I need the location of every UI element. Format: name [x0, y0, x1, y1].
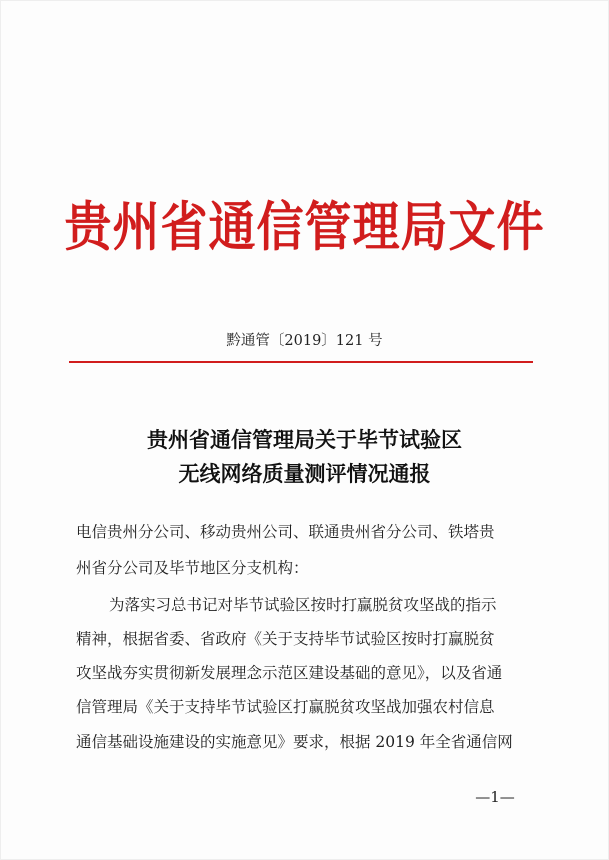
body-line-5: 攻坚战夯实贯彻新发展理念示范区建设基础的意见》，以及省通	[76, 664, 503, 682]
body-line-2: 州省分公司及毕节地区分支机构：	[76, 559, 309, 577]
body-line-7: 通信基础设施建设的实施意见》要求，根据 2019 年全省通信网	[76, 733, 513, 751]
body-line-3: 为落实习总书记对毕节试验区按时打赢脱贫攻坚战的指示	[109, 596, 497, 614]
red-separator-rule	[69, 361, 533, 363]
document-number: 黔通管〔2019〕121 号	[226, 333, 383, 349]
issuing-authority-header: 贵州省通信管理局文件	[64, 196, 545, 259]
document-title-line-1: 贵州省通信管理局关于毕节试验区	[147, 427, 462, 452]
body-line-4: 精神，根据省委、省政府《关于支持毕节试验区按时打赢脱贫	[76, 630, 495, 648]
page-number: —1—	[475, 788, 515, 806]
body-line-6: 信管理局《关于支持毕节试验区打赢脱贫攻坚战加强农村信息	[76, 698, 495, 716]
document-title-line-2: 无线网络质量测评情况通报	[178, 461, 431, 486]
body-line-1: 电信贵州分公司、移动贵州公司、联通贵州省分公司、铁塔贵	[76, 523, 495, 541]
